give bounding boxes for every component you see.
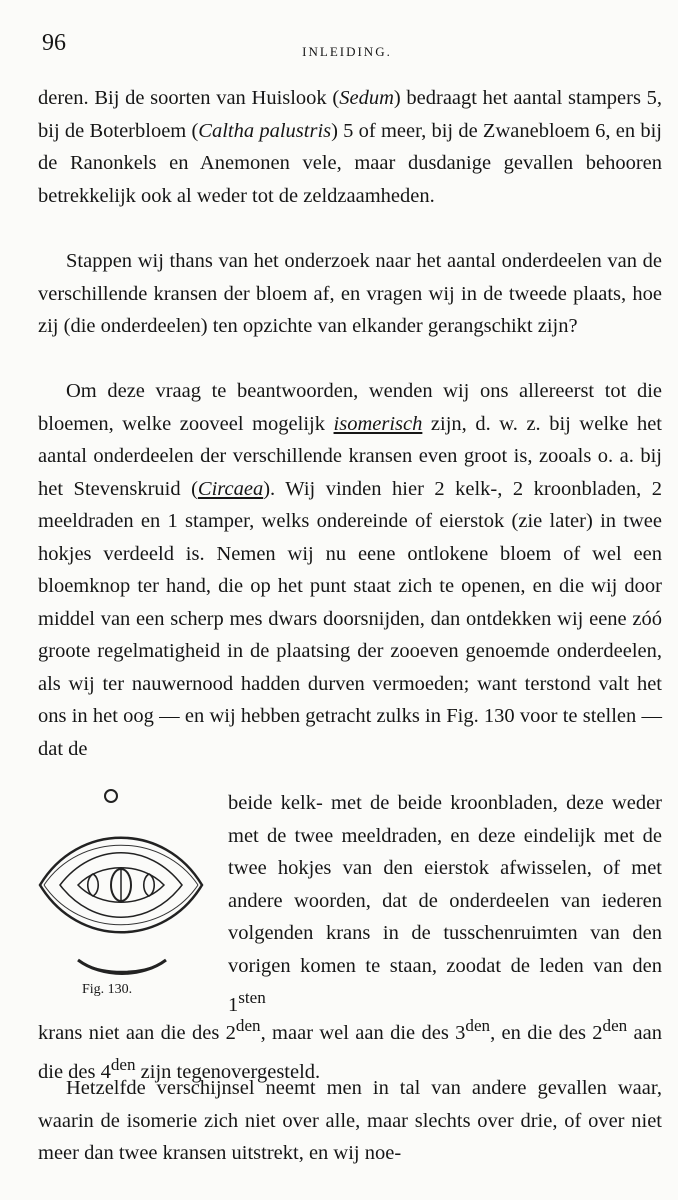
superscript-den-2: den	[465, 1016, 491, 1035]
superscript-sten: sten	[238, 988, 266, 1007]
paragraph-3-part2: zijn, d. w. z. bij welke het aantal onderdeelen der verschillende kransen even groot is, zooals o. a. bij het Stevenskruid (	[38, 412, 662, 500]
paragraph-2	[38, 245, 662, 343]
term-isomerisch: isomerisch	[333, 412, 423, 435]
paragraph-3	[38, 375, 662, 765]
term-sedum: Sedum	[339, 87, 394, 109]
paragraph-4-text: Hetzelfde verschijnsel neemt men in tal van andere gevallen waar, waarin de isomerie zich niet over alle, maar slechts over drie, of over niet meer dan twee kransen uitstrekt, en wij noe-	[38, 1077, 662, 1164]
paragraph-3-text	[38, 375, 662, 765]
term-caltha: Caltha palustris	[198, 119, 332, 142]
paragraph-4	[38, 1072, 662, 1170]
term-circaea: Circaea	[197, 477, 264, 500]
paragraph-1-text: deren. Bij de soorten van Huislook (Sedum) bedraagt het aantal stampers 5, bij de Boterbloem (Caltha palustris) 5 of meer, bij de Zwanebloem 6, en bij de Ranonkels en Anemonen vele, maar dusdanige gevallen behooren betrekkelijk ook al weder tot de zeldzaamheden.	[38, 87, 663, 207]
figure-caption: Fig. 130.	[82, 982, 133, 997]
running-head: INLEIDING.	[302, 44, 392, 59]
superscript-den-1: den	[235, 1016, 261, 1035]
paragraph-3-wrapped-text	[228, 787, 662, 1021]
tail-e: zijn tegenovergesteld.	[135, 1061, 321, 1084]
tail-c: , en die des 2	[490, 1021, 603, 1044]
paragraph-3-part3: ). Wij vinden hier 2 kelk-, 2 kroonbladen, 2 meeldraden en 1 stamper, welks ondereinde of eierstok (zie later) in twee hokjes verdeeld is. Nemen wij nu eene ontlokene bloem of wel een bloemknop ter hand, die op het punt staat zich te openen, en die wij door middel van een scherp mes dwars doorsnijden, dan ontdekken wij eene zóó groote regelmatigheid in de plaatsing der zooeven genoemde onderdeelen, als wij ter nauwernood hadden durven vermoeden; want terstond valt het ons in het oog — en wij hebben getracht zulks in Fig. 130 voor te stellen — dat de	[38, 477, 662, 760]
page-header	[38, 30, 656, 70]
tail-b: , maar wel aan die des 3	[260, 1021, 466, 1044]
tail-d: aan die des 4	[38, 1021, 663, 1084]
paragraph-3-part1: Om deze vraag te beantwoorden, wenden wij ons allereerst tot die bloemen, welke zooveel mogelijk	[38, 380, 662, 435]
paragraph-1	[38, 82, 662, 212]
superscript-den-3: den	[602, 1016, 628, 1035]
page-number: 96	[42, 30, 66, 56]
paragraph-2-text: Stappen wij thans van het onderzoek naar het aantal onderdeelen van de verschillende kransen der bloem af, en vragen wij in de tweede plaats, hoe zij (die onderdeelen) ten opzichte van elkander gerangschikt zijn?	[38, 250, 662, 337]
paragraph-3-wrapped	[228, 787, 662, 1021]
flower-diagram-icon	[38, 782, 206, 982]
wrap-text-body: beide kelk- met de beide kroonbladen, deze weder met de twee meeldraden, en deze eindelijk met de twee hokjes van den eierstok afwisselen, of met andere woorden, dat de onderdeelen van iederen volgenden krans in de tusschenruimten van den vorigen komen te staan, zoodat de leden van den 1	[228, 792, 662, 1016]
figure-130	[38, 782, 206, 1012]
tail-a: krans niet aan die des 2	[38, 1021, 236, 1044]
superscript-den-4: den	[110, 1055, 136, 1075]
